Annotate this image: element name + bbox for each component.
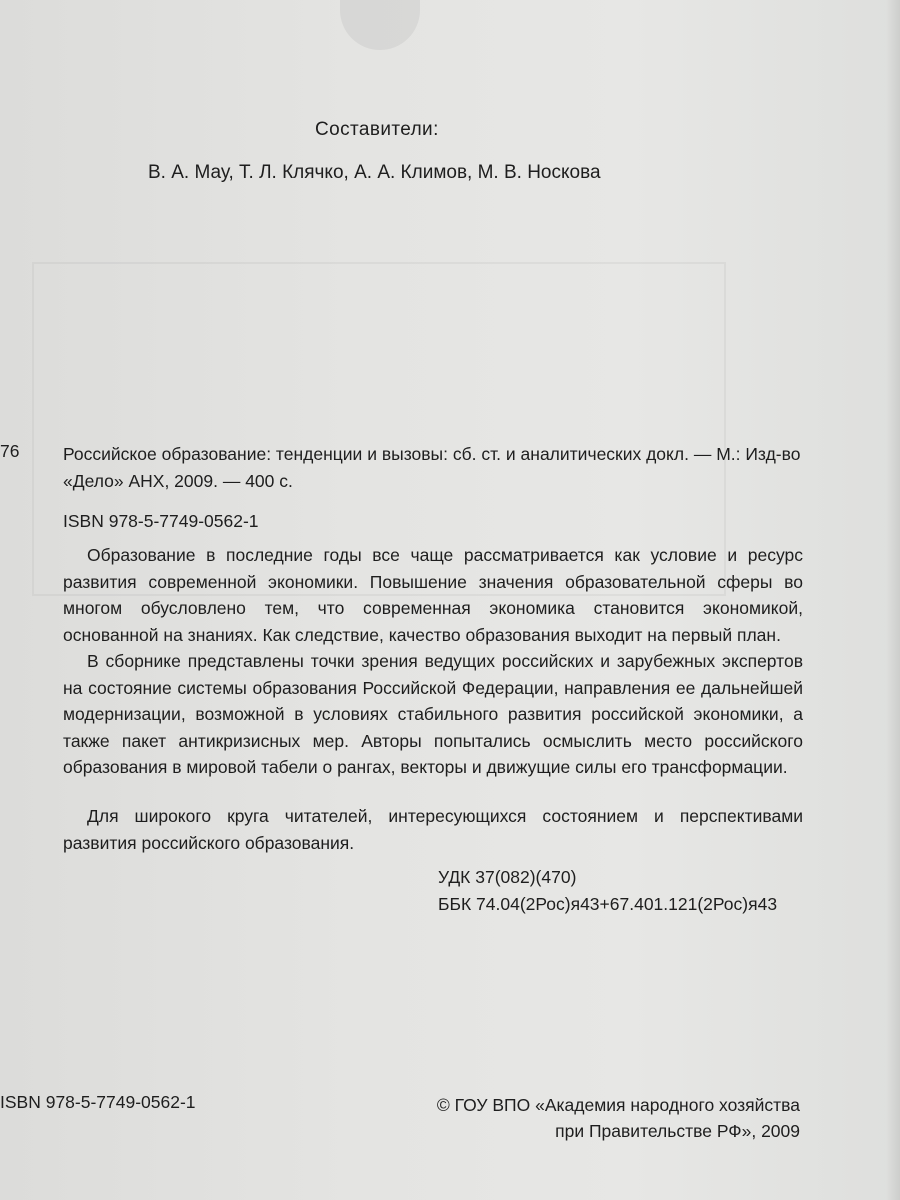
annotation-paragraph: Образование в последние годы все чаще рассматривается как условие и ресурс развития современной экономики. Повышение значения образовательной сферы во многом обусловлено тем, что современная экономика становится экономикой, основанной на знаниях. Как следствие, качество образования выходит на первый план. xyxy=(63,545,803,645)
bibliographic-entry: Российское образование: тенденции и вызовы: сб. ст. и аналитических докл. — М.: Изд-во «Дело» АНХ, 2009. — 400 с. xyxy=(63,444,801,491)
copyright-line: при Правительстве РФ», 2009 xyxy=(555,1121,800,1141)
bbk-code: ББК 74.04(2Рос)я43+67.401.121(2Рос)я43 xyxy=(438,894,778,914)
footer-isbn: ISBN 978-5-7749-0562-1 xyxy=(0,1092,196,1112)
page-edge-shadow xyxy=(886,0,900,1200)
udk-code: УДК 37(082)(470) xyxy=(438,867,577,887)
copyright-line: © ГОУ ВПО «Академия народного хозяйства xyxy=(436,1095,800,1115)
copyright-notice xyxy=(400,1092,800,1144)
annotation-paragraph: Для широкого круга читателей, интересующихся состоянием и перспективами развития российского образования. xyxy=(63,806,803,853)
isbn: ISBN 978-5-7749-0562-1 xyxy=(63,511,259,531)
emblem-show-through xyxy=(340,0,420,50)
annotation-paragraph: В сборнике представлены точки зрения ведущих российских и зарубежных экспертов на состояние системы образования Российской Федерации, направления ее дальнейшей модернизации, возможной в условиях стабильного развития российской экономики, а также пакет антикризисных мер. Авторы попытались осмыслить место российского образования в мировой табели о рангах, векторы и движущие силы его трансформации. xyxy=(63,651,803,777)
index-code: 76 xyxy=(0,441,20,461)
compilers-label: Составители: xyxy=(315,119,439,140)
compilers-names: В. А. Мау, Т. Л. Клячко, А. А. Климов, М. В. Носкова xyxy=(148,162,601,183)
